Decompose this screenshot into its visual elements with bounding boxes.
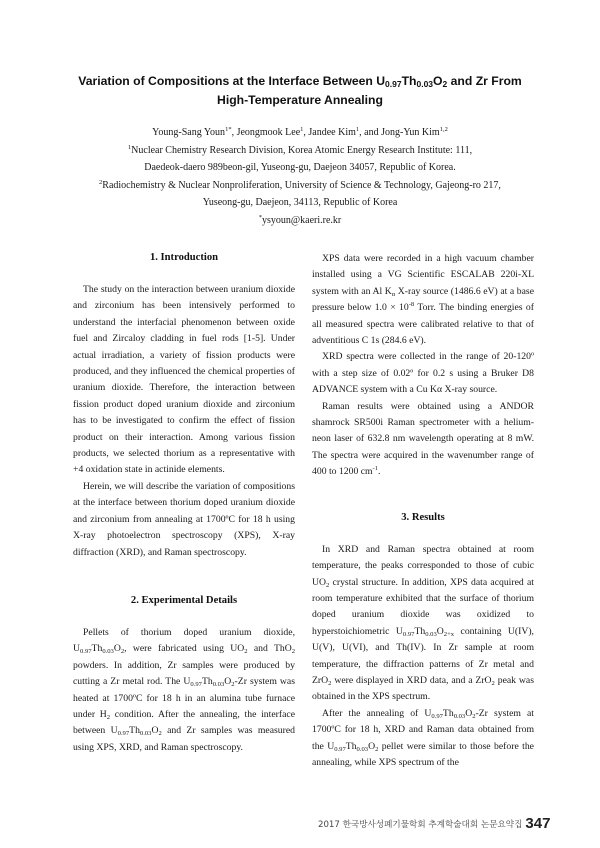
results-paragraph-2: After the annealing of $U_{0.97}Th_{0.03}O_2-Zr$ system at 1700ºC for 18 h, XRD and Raman data obtained from the $U_{0.97}Th_{0.03}O_2$ pellet were similar to those before the annealing, while XPS spectrum of the (312, 707, 534, 768)
introduction-heading: 1. Introduction (149, 252, 219, 263)
page-number: 347 (525, 815, 551, 832)
experimental-paragraph-3: XRD spectra were collected in the range of 20-120º with a step size of 0.02º for 0.2 s using a Bruker D8 ADVANCE system with a Cu Kα X-ray source. (312, 351, 534, 396)
left-column (73, 251, 295, 756)
author-block (60, 124, 540, 229)
results-heading: 3. Results (401, 511, 445, 523)
experimental-paragraph-4: Raman results were obtained using a ANDOR shamrock SR500i Raman spectrometer with a helium-neon laser of 632.8 nm wavelength operating at 8 mW. The spectra were acquired in the wavenumber range of 400 to 1200 $cm^{-1}$. (312, 400, 534, 478)
affiliation-2-address: Yuseong-gu, Daejeon, 34113, Republic of Korea (202, 197, 398, 208)
proceedings-source: 2017 한국방사성폐기물학회 추계학술대회 논문요약집 (318, 820, 523, 830)
author-list: Young-Sang Youn$^{1*}$, Jeongmook Lee$^1$, Jandee Kim$^1$, and Jong-Yun Kim$^{1,2}$ (152, 126, 448, 138)
affiliation-1: $^1$Nuclear Chemistry Research Division, Korea Atomic Energy Research Institute: 111, (127, 143, 473, 156)
experimental-paragraph-1: Pellets of thorium doped uranium dioxide, $U_{0.97}Th_{0.03}O_2$, were fabricated using $UO_2$ and ThO$_2$ powders. In addition, Zr samples were produced by cutting a Zr metal rod. The $U_{0.97}Th_{0.03}O_2-Zr$ system was heated at 1700ºC for 18 h in an alumina tube furnace under $H_2$ condition. After the annealing, the interface between $U_{0.97}Th_{0.03}O_2$ and Zr samples was measured using XPS, XRD, and Raman spectroscopy. (73, 626, 296, 753)
results-paragraph-1: In XRD and Raman spectra obtained at room temperature, the peaks corresponded to those of cubic $UO_2$ crystal structure. In addition, XPS data acquired at room temperature exhibited that the surface of thorium doped uranium dioxide was oxidized to hyperstoichiometric $U_{0.97}Th_{0.03}O_{2+x}$ containing U(IV), U(V), U(VI), and Th(IV). In Zr sample at room temperature, the diffraction patterns of Zr metal and ZrO$_2$ were displayed in XRD data, and a ZrO$_2$ peak was obtained in the XPS spectrum. (312, 543, 534, 703)
page-footer (318, 815, 551, 833)
corresponding-email: *ysyoun@kaeri.re.kr (258, 213, 342, 226)
affiliation-1-address: Daedeok-daero 989beon-gil, Yuseong-gu, Daejeon 34057, Republic of Korea. (144, 162, 456, 173)
paper-title: Variation of Compositions at the Interface Between $U_{0.97}Th_{0.03}O_2$ and Zr From High-Temperature Annealing (78, 74, 522, 107)
right-column (312, 251, 534, 771)
introduction-paragraph-2: Herein, we will describe the variation of compositions at the interface between thorium doped uranium dioxide and zirconium from annealing at 1700ºC for 18 h using X-ray photoelectron spectroscopy (XPS), X-ray diffraction (XRD), and Raman spectroscopy. (73, 480, 295, 558)
experimental-heading: 2. Experimental Details (130, 594, 238, 606)
introduction-paragraph-1: The study on the interaction between uranium dioxide and zirconium has been intensively performed to understand the interfacial phenomenon between oxide fuel and Zircaloy cladding in fuel rods [1-5]. Under actual irradiation, a variety of fission products were produced, and they influenced the chemical properties of uranium dioxide. Therefore, the interaction between fission product doped uranium dioxide and zirconium has to be investigated to confirm the effect of fission product on their interaction. Among various fission products, we selected thorium as a representative with +4 oxidation state in actinide elements. (73, 284, 295, 476)
experimental-paragraph-2: XPS data were recorded in a high vacuum chamber installed using a VG Scientific ESCALAB 220i-XL system with an Al $K_\alpha$ X-ray source (1486.6 eV) at a base pressure below $1.0 \times 10^{-8}$ Torr. The binding energies of all measured spectra were calibrated relative to that of adventitious C 1s (284.6 eV). (312, 253, 534, 347)
affiliation-2: $^2$Radiochemistry & Nuclear Nonproliferation, University of Science & Technology, Gajeong-ro 217, (99, 178, 501, 191)
